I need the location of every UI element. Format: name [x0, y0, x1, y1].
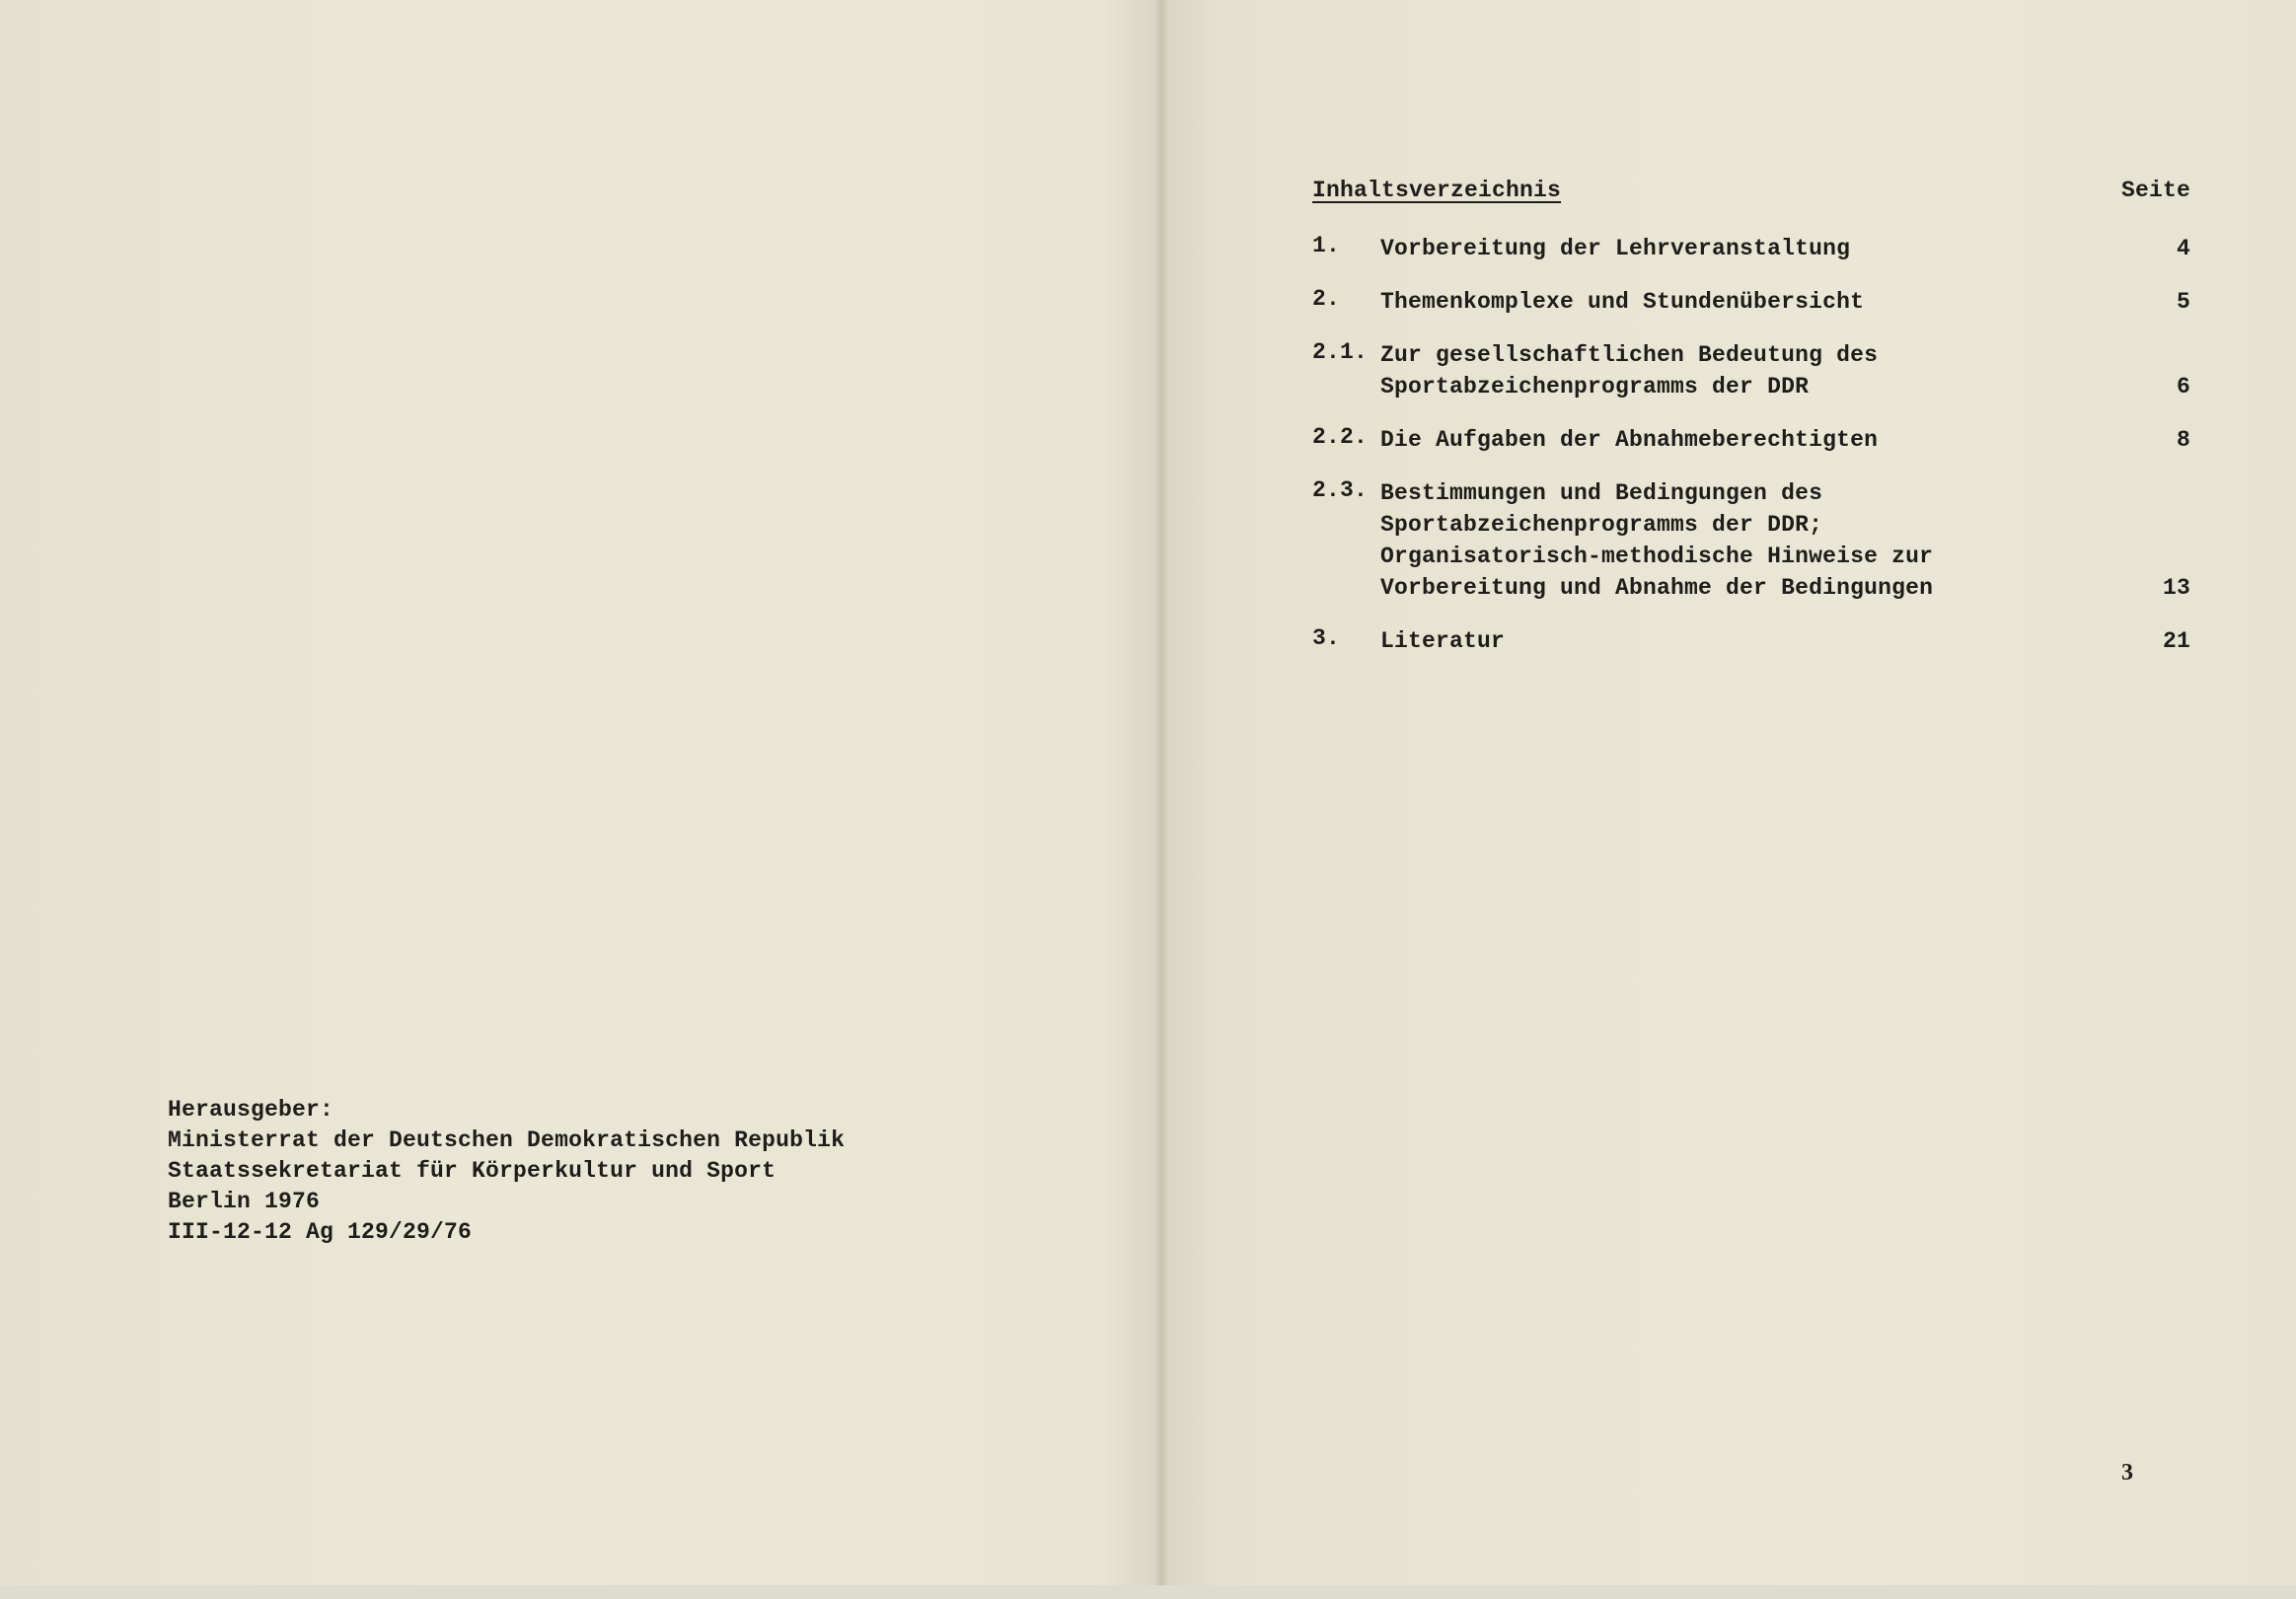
toc-entry-line: Themenkomplexe und Stundenübersicht [1380, 289, 1865, 315]
toc-entry-line: Vorbereitung der Lehrveranstaltung [1380, 236, 1851, 261]
toc-entry-number: 2.1. [1312, 339, 1369, 365]
toc-page-column-label: Seite [2120, 178, 2190, 203]
toc-entry-page: 4 [2176, 236, 2190, 261]
toc-entry-line: Die Aufgaben der Abnahmeberechtigten [1380, 427, 1879, 453]
imprint-line: Staatssekretariat für Körperkultur und Sport [168, 1158, 777, 1184]
imprint-heading: Herausgeber: [168, 1097, 334, 1123]
toc-entry-line: Literatur [1380, 628, 1506, 654]
table-of-contents [1312, 178, 2190, 657]
toc-entry-page: 6 [2176, 374, 2190, 400]
toc-entry-line: Zur gesellschaftlichen Bedeutung des [1380, 342, 1879, 368]
toc-entry-line: Sportabzeichenprogramms der DDR; [1380, 512, 1823, 538]
toc-entry-text [1380, 625, 2091, 657]
page-number: 3 [2121, 1460, 2133, 1486]
toc-entry-text [1380, 424, 2091, 456]
toc-entry-2-1 [1312, 339, 2190, 402]
toc-title: Inhaltsverzeichnis [1312, 178, 1562, 203]
page-bottom-edge [0, 1585, 2296, 1599]
right-page [1159, 0, 2296, 1599]
toc-entry-line: Bestimmungen und Bedingungen des [1380, 480, 1823, 506]
toc-entry-page: 8 [2176, 427, 2190, 453]
toc-entry-number: 2. [1312, 286, 1341, 312]
toc-entry-page: 13 [2162, 575, 2190, 601]
toc-entry-number: 2.2. [1312, 424, 1369, 450]
toc-entry-text [1380, 233, 2091, 264]
toc-entry-text [1380, 477, 2091, 604]
toc-entry-page: 21 [2162, 628, 2190, 654]
toc-entry-1 [1312, 233, 2190, 264]
toc-header [1312, 178, 2190, 211]
toc-entry-line: Organisatorisch-methodische Hinweise zur [1380, 544, 1934, 569]
toc-entry-text [1380, 286, 2091, 318]
toc-entry-number: 2.3. [1312, 477, 1369, 503]
toc-entry-2 [1312, 286, 2190, 318]
toc-entry-number: 3. [1312, 625, 1341, 651]
toc-entry-3 [1312, 625, 2190, 657]
toc-entry-2-2 [1312, 424, 2190, 456]
imprint-block [168, 1095, 845, 1248]
toc-entry-line: Vorbereitung und Abnahme der Bedingungen [1380, 575, 1934, 601]
imprint-line: Ministerrat der Deutschen Demokratischen Republik [168, 1127, 846, 1153]
imprint-line: Berlin 1976 [168, 1189, 321, 1214]
toc-entry-page: 5 [2176, 289, 2190, 315]
toc-entry-2-3 [1312, 477, 2190, 604]
toc-entry-text [1380, 339, 2091, 402]
toc-entry-number: 1. [1312, 233, 1341, 258]
imprint-line: III-12-12 Ag 129/29/76 [168, 1219, 473, 1245]
toc-entry-line: Sportabzeichenprogramms der DDR [1380, 374, 1810, 400]
